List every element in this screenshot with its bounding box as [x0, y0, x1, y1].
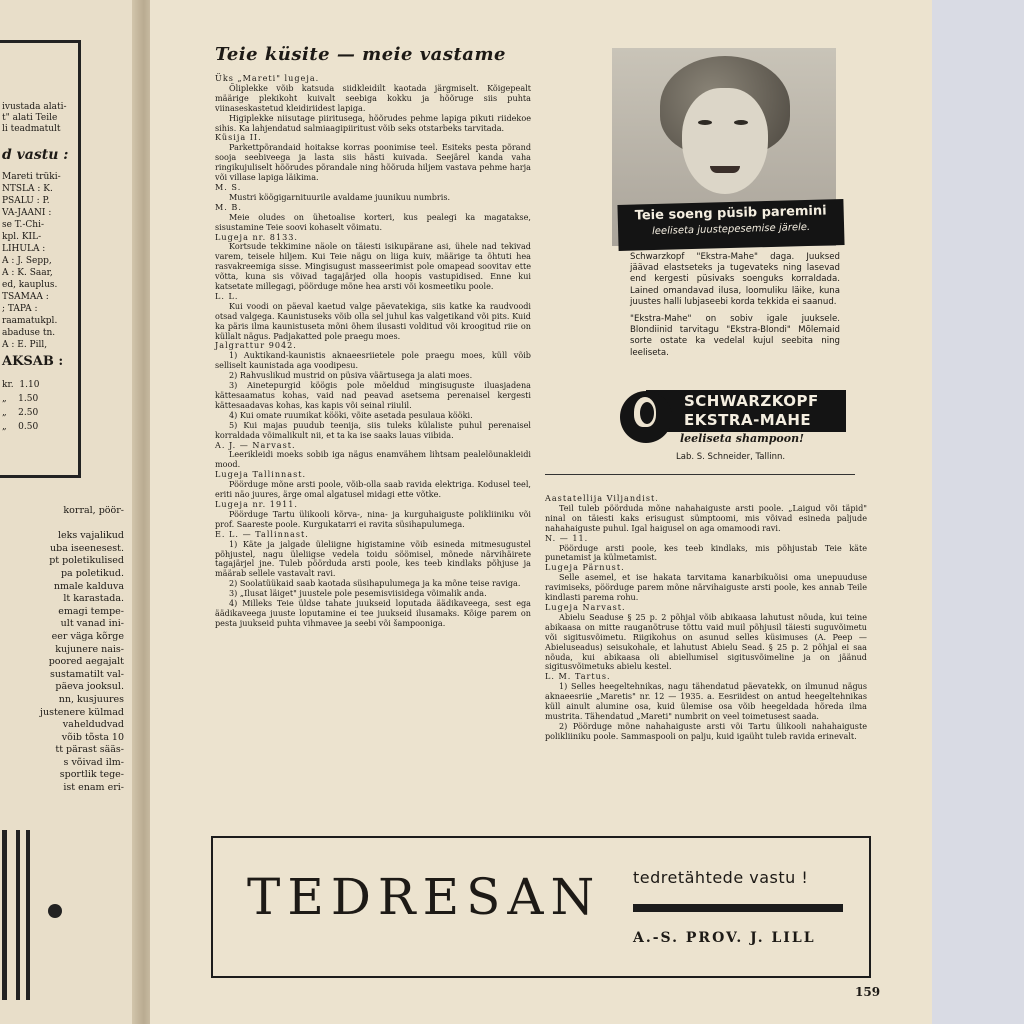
ornament-dot — [48, 904, 62, 918]
left-body-line: lt karastada. — [63, 593, 124, 605]
answer-paragraph: Pöörduge Tartu ülikooli kõrva-, nina- ja kurguhaiguste polikliiniku või prof. Saareste poole. Kurgukatarri ei ravita süsihapulumega. — [215, 508, 531, 529]
question-heading: Lugeja nr. 1911. — [215, 498, 298, 509]
left-body-line: kujunere nais- — [55, 643, 124, 655]
question-heading: Lugeja Narvast. — [545, 601, 626, 612]
price-unit: „ — [2, 394, 7, 404]
left-line: t" alati Teile — [2, 113, 58, 123]
tedresan-maker: A.-S. PROV. J. LILL — [633, 930, 816, 946]
left-line: raamatukpl. — [2, 316, 58, 326]
left-line: ; TAPA : — [2, 304, 38, 314]
answer-paragraph: 3) Ainetepurgid köögis pole mõeldud mingisuguste iluasjadena kättesaamatus kohas, vaid nad peavad asetsema perenaisel kergesti kättesaadavas kohas, kas kapis või seinal riiulil. — [215, 380, 531, 410]
article-column-2 — [545, 494, 867, 742]
left-body-line: pt poletikulised — [49, 555, 124, 567]
left-body-line: ist enam eri- — [63, 782, 124, 794]
left-line: Mareti trüki- — [2, 172, 61, 182]
brand-name: SCHWARZKOPF — [684, 392, 819, 410]
ad-text — [630, 252, 840, 365]
left-body-line: nmale kalduva — [53, 580, 124, 592]
answer-paragraph: 1) Käte ja jalgade üleliigne higistamine võib esineda mitmesugustel põhjustel, nagu üleliigse vedela toidu söömisel, mõnede närvihäirete tagajärjel jne. Tuleb pöörduda arsti poole, kes teeb kindlaks põhjuse ja määrab sellele vastavalt ravi. — [215, 538, 531, 579]
product-name: EKSTRA-MAHE — [684, 411, 812, 429]
left-body-line: poored aegajalt — [48, 656, 124, 668]
price-row — [2, 408, 38, 419]
left-body-line: leks vajalikud — [58, 530, 124, 542]
question-heading: Lugeja Pärnust. — [545, 562, 625, 573]
answer-paragraph: Meie oludes on ühetoalise korteri, kus pealegi ka magatakse, sisustamine Teie soovi kohaselt võimatu. — [215, 211, 531, 232]
price-value: 0.50 — [18, 422, 39, 432]
question-heading: L. L. — [215, 290, 239, 301]
price-unit: „ — [2, 422, 7, 432]
answer-paragraph: 4) Milleks Teie üldse tahate juukseid loputada äädikaveega, sest ega äädikaveega juuste loputamine ei tee juukseid ilusamaks. Kõige parem on pesta juukseid puhta vihmavee ja seebi või šampooniga. — [215, 598, 531, 628]
answer-paragraph: 1) Auktikand-kaunistis aknaeesriietele pole praegu moes, küll võib selliselt kaunistada aga voodipesu. — [215, 350, 531, 371]
question-heading: E. L. — Tallinnast. — [215, 528, 309, 539]
answer-paragraph: 3) „Ilusat läiget" juustele pole pesemisviisidega võimalik anda. — [229, 588, 487, 599]
ad-paragraph: "Ekstra-Mahe" on sobiv igale juuksele. Blondiinid tarvitagu "Ekstra-Blondi" Mõlemaid sorte ostate ka vedelal kujul seebita ning leeliseta. — [630, 314, 840, 358]
left-heading: d vastu : — [2, 147, 69, 163]
price-unit: „ — [2, 408, 7, 418]
answer-paragraph: Parkettpõrandaid hoitakse korras poonimise teel. Esiteks pesta põrand sooja seebiveega ja lasta siis hästi kuivada. Seejärel kanda vaha ringikujuliselt hõõrudes põrandale ning hõõruda hiljem vastava pehme harja või villase lapiga läikima. — [215, 142, 531, 183]
left-body-line: ult vanad ini- — [60, 618, 124, 630]
answer-paragraph: Selle asemel, et ise hakata tarvitama kanarbikuõisi oma unepuuduse ravimiseks, pöörduge parem mõne närvihaiguste arsti poole, kes annab Teile kindlasti parema rohu. — [545, 572, 867, 603]
left-page — [0, 0, 140, 1024]
profile-icon-inner — [640, 402, 654, 424]
woman-mouth — [710, 166, 740, 173]
ad-paragraph: Schwarzkopf "Ekstra-Mahe" daga. Juuksed jäävad elastseteks ja tugevateks ning lasevad end kergesti püsivaks soenguks korraldada. Lained omandavad ilusa, loomuliku läike, kuna juustes halli lubjaseebi korda tekkida ei saanud. — [630, 252, 840, 307]
left-body-line: justenere külmad — [40, 706, 124, 718]
left-page-body — [0, 505, 132, 795]
left-line: A : K. Saar, — [2, 268, 53, 278]
answer-paragraph: Õliplekke võib katsuda siidkleidilt kaotada järgmiselt. Kõigepealt määrige plekikoht kuivalt seebiga kokku ja hõõruge siis puhta viinaseskastetud kleidiriidest lapiga. — [215, 82, 531, 113]
banner-line-2: leeliseta juustepesemise järele. — [651, 221, 811, 238]
question-heading: Jalgrattur 9042. — [215, 340, 297, 351]
answer-paragraph: 4) Kui omate ruumikat kööki, võite asetada pesulaua kööki. — [229, 409, 473, 420]
page-number: 159 — [855, 985, 881, 999]
left-body-line: emagi tempe- — [58, 605, 124, 617]
question-heading: N. — 11. — [545, 532, 589, 543]
left-line: PSALU : P. — [2, 196, 50, 206]
left-body-line: võib tõsta 10 — [61, 731, 124, 743]
left-body-line: eer väga kõrge — [51, 630, 124, 642]
banner-line-1: Teie soeng püsib paremini — [634, 203, 827, 224]
question-heading: L. M. Tartus. — [545, 671, 611, 682]
left-line: A : J. Sepp, — [2, 256, 52, 266]
answer-paragraph: Pöörduge arsti poole, kes teeb kindlaks, mis põhjustab Teie käte punetamist ja külmetamist. — [545, 542, 867, 563]
article-title: Teie küsite — meie vastame — [215, 44, 506, 65]
question-heading: Lugeja Tallinnast. — [215, 469, 307, 480]
left-body-line: pa poletikud. — [60, 567, 124, 579]
answer-paragraph: Mustri köögigarnituurile avaldame juunikuu numbris. — [229, 191, 451, 202]
left-line: se T.-Chi- — [2, 220, 44, 230]
answer-paragraph: 5) Kui majas puudub teenija, siis tuleks külaliste puhul perenaisel korraldada võimalikult nii, et ta ka ise saaks lauas viibida. — [215, 419, 531, 440]
woman-eye — [734, 120, 748, 125]
left-body-line: sportlik tege- — [59, 769, 124, 781]
ornament-bar — [16, 830, 20, 1000]
left-body-line: nn, kusjuures — [58, 693, 124, 705]
price-row — [2, 422, 38, 433]
schwarzkopf-logo — [620, 388, 846, 446]
left-body-line: tt pärast sääs- — [55, 744, 124, 756]
answer-paragraph: 2) Soolatüükaid saab kaotada süsihapulumega ja ka mõne teise raviga. — [229, 578, 521, 589]
question-heading: A. J. — Narvast. — [215, 439, 296, 450]
woman-eye — [698, 120, 712, 125]
left-line: TSAMAA : — [2, 292, 49, 302]
left-body-line: vaheldudvad — [62, 719, 124, 731]
ad-banner — [617, 199, 844, 251]
tedresan-ad — [211, 836, 871, 978]
price-row — [2, 394, 38, 405]
answer-paragraph: Kui voodi on päeval kaetud valge päevatekiga, siis katke ka raudvoodi otsad valgega. Kaunistuseks võib olla sel juhul kas valgetikand või pits. Kuid ka päris ilma kaunistuseta mõni õhem ilusasti volditud või kroogitud riie on küllalt nägus. Padjakatted pole praegu moes. — [215, 300, 531, 341]
answer-paragraph: Higiplekke niisutage piiritusega, hõõrudes pehme lapiga pikuti riidekoe sihis. Ka lahjendatud salmiaagipiiritust võib seks otstarbeks tarvitada. — [215, 112, 531, 133]
left-page-ornament — [0, 830, 132, 1000]
product-tagline: leeliseta shampoon! — [680, 432, 804, 445]
left-line: LIHULA : — [2, 244, 46, 254]
question-heading: Küsija II. — [215, 132, 262, 143]
left-line: ed, kauplus. — [2, 280, 58, 290]
answer-paragraph: Kortsude tekkimine näole on täiesti isikupärane asi, ühele nad tekivad varem, teisele hiljem. Kui Teie nägu on liiga kuiv, määrige ta õhtuti hea rasvakreemiga sisse. Mingisugust masseerimist pole omapead soovitav ette võtta, kuna sis võivad tagajärjed olla hoopis vastupidised. Enne kui katsetate millegagi, pöörduge mõne hea arsti või kosmeetiku poole. — [215, 241, 531, 292]
tedresan-name: TEDRESAN — [247, 868, 602, 926]
question-heading: Lugeja nr. 8133. — [215, 231, 298, 242]
left-line: A : E. Pill, — [2, 340, 48, 350]
left-line: VA-JAANI : — [2, 208, 52, 218]
ad-lab: Lab. S. Schneider, Tallinn. — [676, 452, 786, 462]
price-value: 2.50 — [18, 408, 39, 418]
woman-face — [682, 88, 768, 194]
tedresan-slogan: tedretähtede vastu ! — [633, 868, 809, 887]
left-body-line: sustamatilt val- — [49, 668, 124, 680]
left-body-line: päeva jooksul. — [55, 681, 124, 693]
left-line: kpl. KIL- — [2, 232, 42, 242]
ornament-bar — [2, 830, 7, 1000]
tedresan-bar — [633, 904, 843, 912]
answer-paragraph: 2) Rahvuslikud mustrid on püsiva väärtusega ja alati moes. — [229, 370, 473, 381]
left-body-line: korral, pöör- — [63, 505, 124, 516]
left-line: NTSLA : K. — [2, 184, 53, 194]
divider — [545, 474, 855, 475]
price-value: 1.50 — [18, 394, 39, 404]
left-body-line — [0, 518, 132, 531]
answer-paragraph: 1) Selles heegeltehnikas, nagu tähendatud päevatekk, on ilmunud nägus aknaeesriie „Maretis" nr. 12 — 1935. a. Eesriidest on antud heegeltehnikas küll ainult alumine osa, kuid ülemise osa võib heegeldada hõreda ilma mustrita. Tähendatud „Mareti" numbrit on veel toimetusest saada. — [545, 681, 867, 721]
article-column-1 — [215, 74, 531, 629]
price-value: 1.10 — [19, 380, 40, 390]
question-heading: Aastatellija Viljandist. — [545, 493, 659, 503]
answer-paragraph: Abielu Seaduse § 25 p. 2 põhjal võib abikaasa lahutust nõuda, kui teine abikaasa on mitte rauganõtruse tõttu vaid muil põhjusil täiesti suguvõimetu või sigitusvõimetu. Riigikohus on asunud selles küsimuses (A. Peep — Abieluseadus) seisukohale, et lahutust Abielu Sead. § 25 p. 2 põhjal ei saa nõuda, kui abikaasa oli abiellumisel sigitusvõimeline ja on jäänud sigitusvõimetuks abielu kestel. — [545, 611, 867, 672]
answer-paragraph: Teil tuleb pöörduda mõne nahahaiguste arsti poole. „Laigud või täpid" ninal on täiesti kaks erisugust sümptoomi, mis võivad esineda paljude nahahaiguste puhul. Igal haigusel on aga omamoodi ravi. — [545, 502, 867, 533]
question-heading: M. B. — [215, 201, 242, 212]
question-heading: M. S. — [215, 181, 242, 192]
backdrop — [925, 0, 1024, 1024]
left-line: abaduse tn. — [2, 328, 56, 338]
left-body-line: uba iseenesest. — [50, 542, 124, 554]
price-heading: AKSAB : — [2, 354, 64, 369]
left-line: ivustada alati- — [2, 102, 67, 112]
price-row — [2, 380, 39, 391]
question-heading: Üks „Mareti" lugeja. — [215, 73, 320, 83]
left-body-line: s võivad ilm- — [63, 756, 124, 768]
left-line: li teadmatult — [2, 124, 61, 134]
answer-paragraph: 2) Pöörduge mõne nahahaiguste arsti või Tartu ülikooli nahahaiguste polikliiniku poole. Sammaspooli on palju, kuid igaüht tuleb ravida erinevalt. — [545, 720, 867, 741]
answer-paragraph: Leerikleidi moeks sobib iga nägus enamvähem lihtsam pealelõunakleidi mood. — [215, 449, 531, 470]
price-unit: kr. — [2, 380, 14, 390]
ornament-bar — [26, 830, 30, 1000]
answer-paragraph: Pöörduge mõne arsti poole, võib-olla saab ravida elektriga. Kodusel teel, eriti näo juures, ärge omal algatusel midagi ette võtke. — [215, 479, 531, 500]
